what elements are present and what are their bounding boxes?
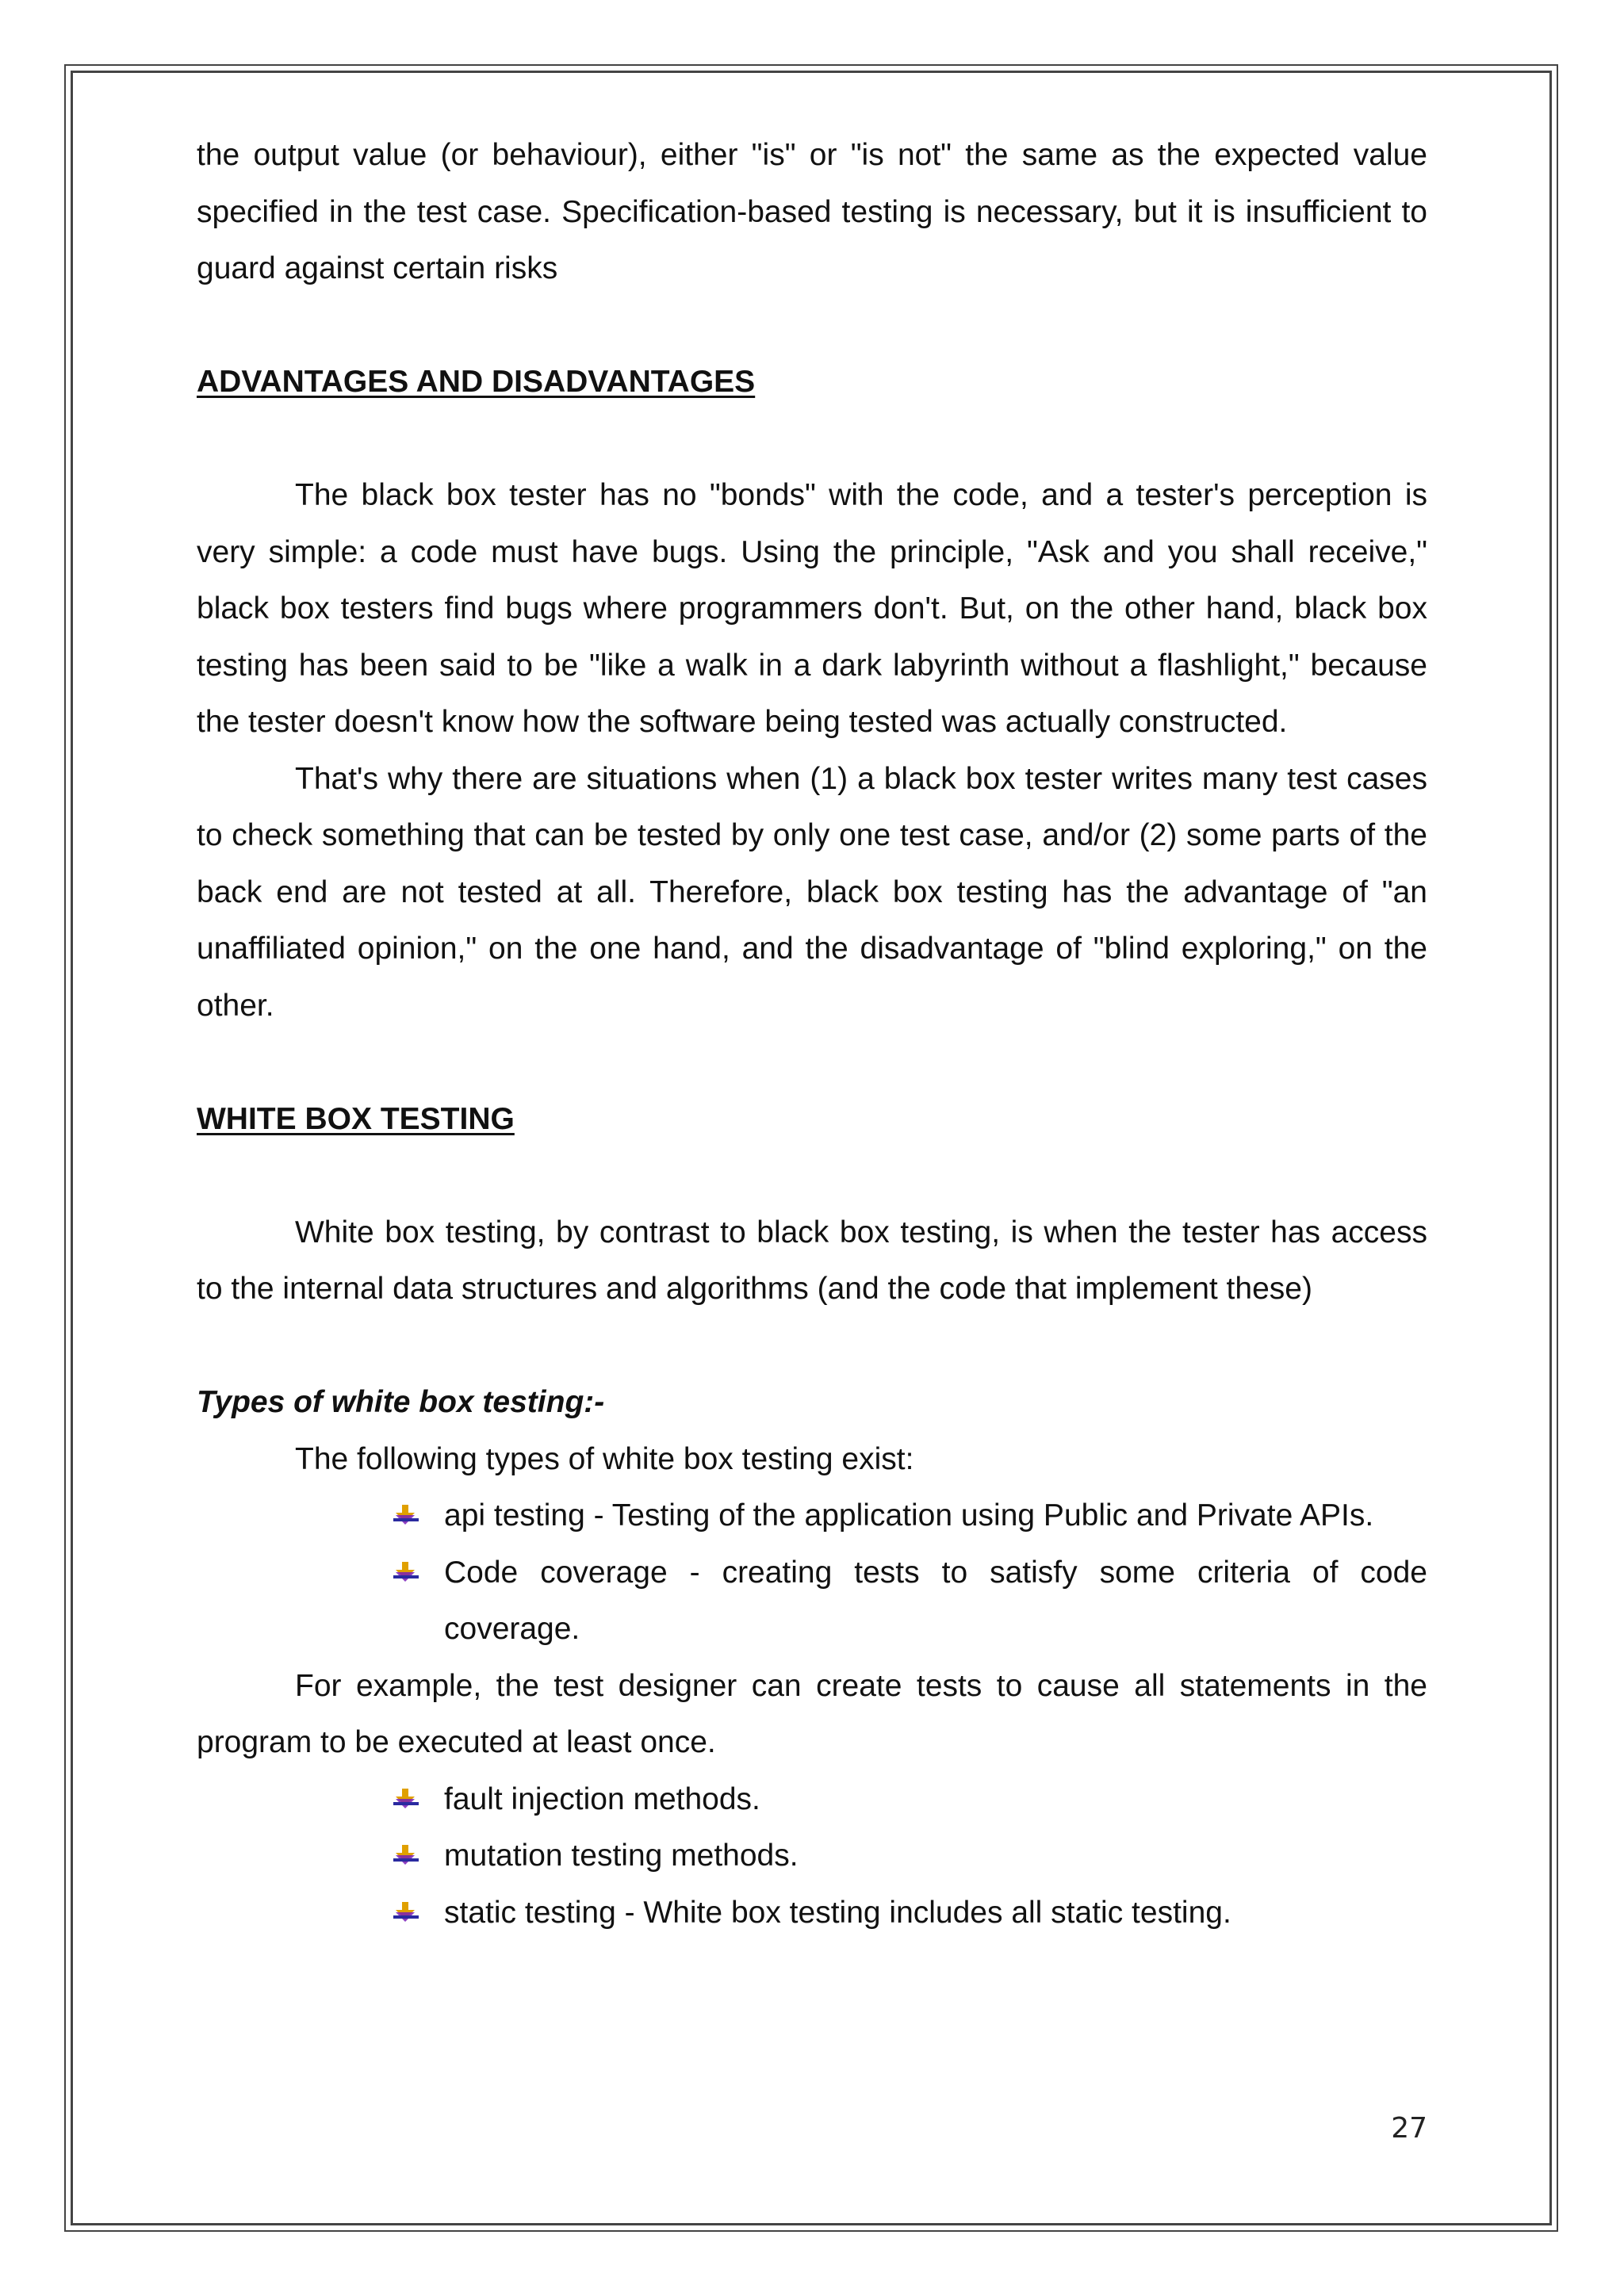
list-item-text: Code coverage - creating tests to satisfy some criteria of code coverage. (444, 1555, 1427, 1646)
arrow-down-bullet-icon (393, 1827, 444, 1885)
list-item-text: mutation testing methods. (444, 1839, 799, 1873)
list-item-text: api testing - Testing of the application using Public and Private APIs. (444, 1498, 1374, 1533)
list-item (393, 1544, 1427, 1658)
document-body (197, 127, 1427, 1941)
arrow-down-bullet-icon (393, 1544, 444, 1601)
list-item-text: static testing - White box testing includes all static testing. (444, 1895, 1231, 1930)
heading-advantages: ADVANTAGES AND DISADVANTAGES (197, 365, 756, 399)
list-item-text: fault injection methods. (444, 1781, 760, 1816)
types-heading: Types of white box testing:- (197, 1385, 605, 1419)
types-list-2 (393, 1771, 1427, 1942)
list-item (393, 1487, 1427, 1544)
advantages-paragraph-1: The black box tester has no "bonds" with the code, and a tester's perception is very simple: a code must have bugs. Using the principle, "Ask and you shall receive," black box testers find bugs where programmers don't. But, on the other hand, black box testing has been said to be "like a walk in a dark labyrinth without a flashlight," because the tester doesn't know how the software being tested was actually constructed. (197, 478, 1427, 739)
heading-white-box: WHITE BOX TESTING (197, 1101, 515, 1136)
arrow-down-bullet-icon (393, 1771, 444, 1828)
example-paragraph: For example, the test designer can create tests to cause all statements in the program to be executed at least once. (197, 1668, 1427, 1759)
advantages-paragraph-2: That's why there are situations when (1) a black box tester writes many test cases to check something that can be tested by only one test case, and/or (2) some parts of the back end are not tested at all. Therefore, black box testing has the advantage of "an unaffiliated opinion," on the one hand, and the disadvantage of "blind exploring," on the other. (197, 761, 1427, 1023)
list-item (393, 1827, 1427, 1885)
types-lead: The following types of white box testing exist: (295, 1441, 914, 1476)
arrow-down-bullet-icon (393, 1487, 444, 1544)
arrow-down-bullet-icon (393, 1885, 444, 1942)
list-item (393, 1771, 1427, 1828)
white-box-paragraph: White box testing, by contrast to black box testing, is when the tester has access to the internal data structures and algorithms (and the code that implement these) (197, 1215, 1427, 1306)
intro-paragraph: the output value (or behaviour), either "is" or "is not" the same as the expected value specified in the test case. Specification-based testing is necessary, but it is insufficient to guard against certain risks (197, 138, 1427, 285)
list-item (393, 1885, 1427, 1942)
page-number: 27 (1391, 2112, 1427, 2145)
types-list-1 (393, 1487, 1427, 1658)
